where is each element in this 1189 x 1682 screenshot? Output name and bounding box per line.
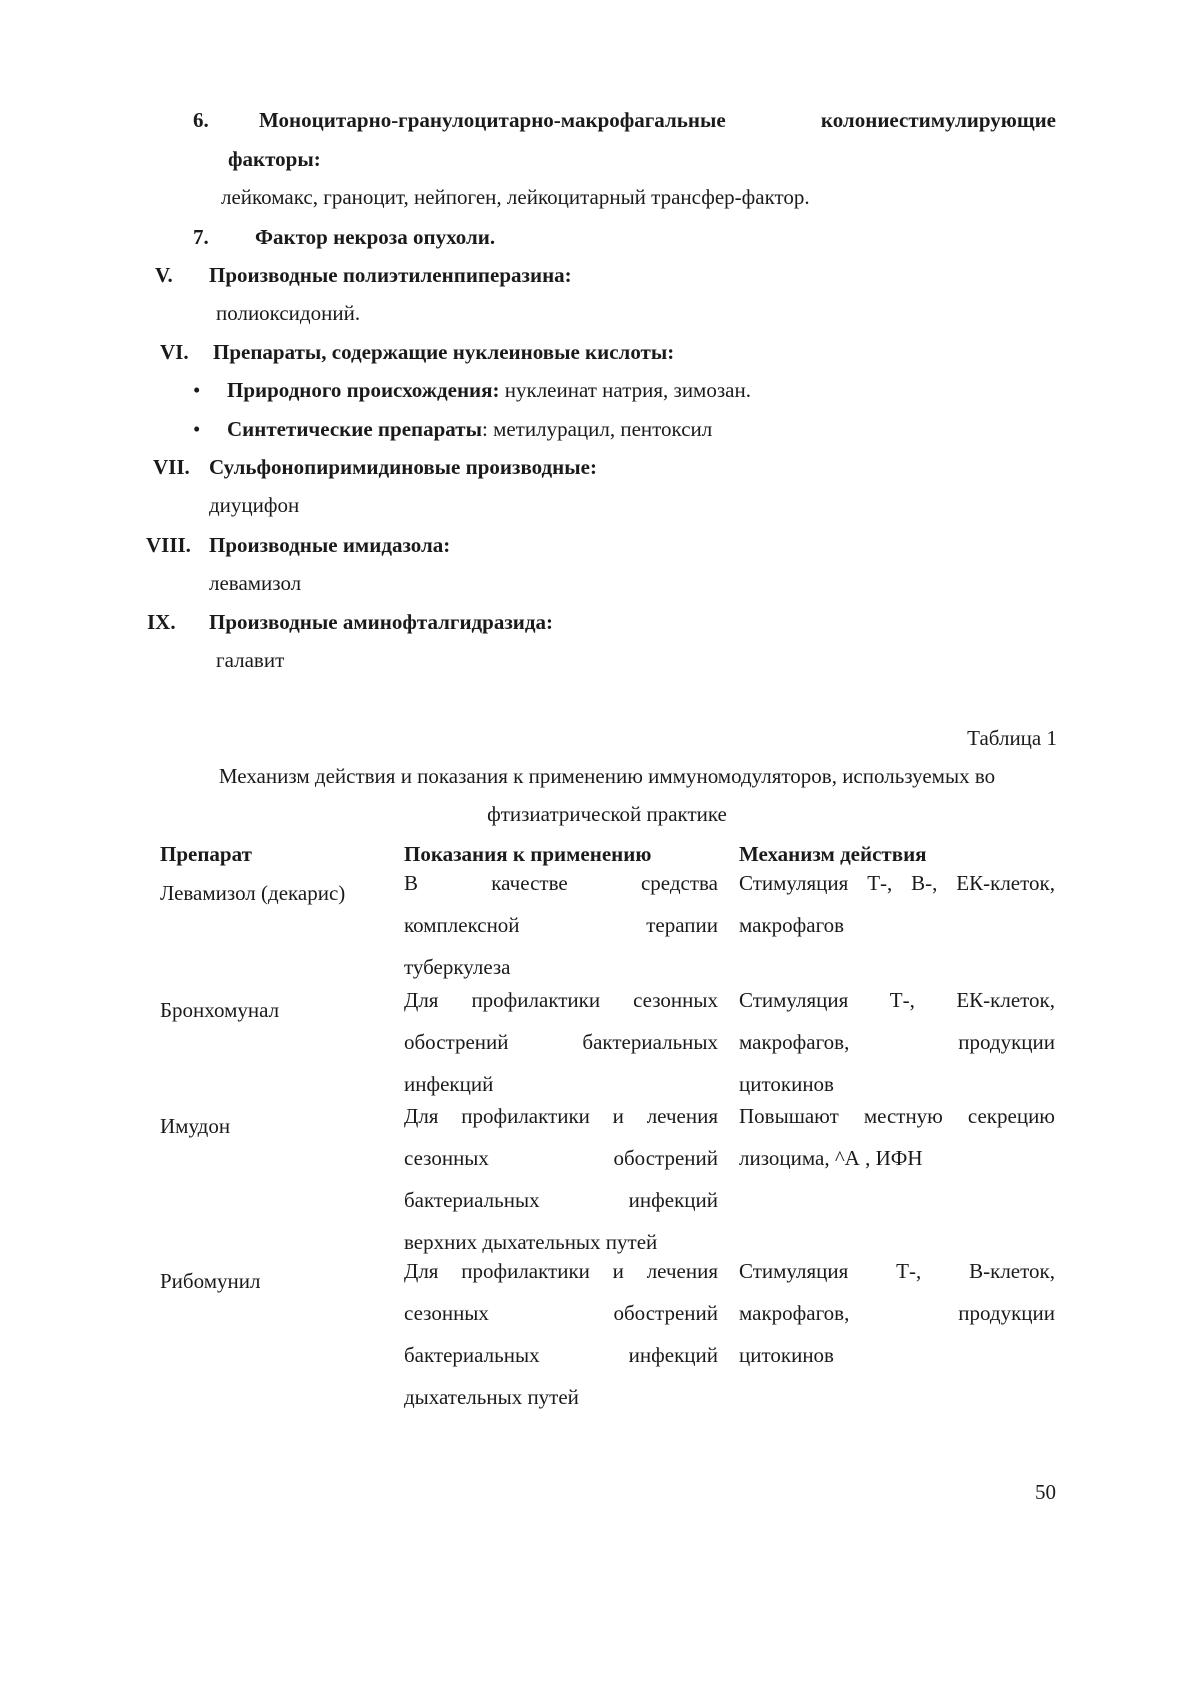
table-row-4-mechanism: Стимуляция Т-, В-клеток, макрофагов, продукции цитокинов bbox=[739, 1259, 1055, 1367]
table-header-indications: Показания к применению bbox=[404, 842, 652, 866]
item-6-title-continuation: факторы: bbox=[228, 147, 321, 171]
item-6-drugs: лейкомакс, граноцит, нейпоген, лейкоцитарный трансфер-фактор. bbox=[221, 185, 810, 209]
item-6-number: 6. bbox=[193, 108, 209, 132]
section-v-drugs: полиоксидоний. bbox=[216, 301, 361, 325]
table-row-1-drug: Левамизол (декарис) bbox=[160, 881, 346, 905]
table-row-1-indications: В качестве средства комплексной терапии туберкулеза bbox=[404, 871, 718, 979]
table-row-4-drug: Рибомунил bbox=[160, 1269, 261, 1293]
section-v-numeral: V. bbox=[155, 263, 173, 287]
table-row-2-indications: Для профилактики сезонных обострений бактериальных инфекций bbox=[404, 988, 718, 1096]
title-word: колониестимулирующие bbox=[820, 108, 1056, 132]
table-row-3-drug: Имудон bbox=[160, 1114, 231, 1138]
table-header-drug: Препарат bbox=[160, 842, 252, 866]
table-row-1-mechanism: Стимуляция Т-, В-, ЕК-клеток, макрофагов bbox=[739, 871, 1055, 937]
table-label: Таблица 1 bbox=[967, 726, 1057, 750]
bullet-text: нуклеинат натрия, зимозан. bbox=[499, 378, 751, 402]
table-row-2-drug: Бронхомунал bbox=[160, 998, 280, 1022]
table-row-4-indications: Для профилактики и лечения сезонных обострений бактериальных инфекций дыхательных путей bbox=[404, 1259, 718, 1409]
table-caption-line-1: Механизм действия и показания к применению иммуномодуляторов, используемых во bbox=[218, 764, 996, 788]
section-ix-drugs: галавит bbox=[216, 648, 285, 672]
item-7-number: 7. bbox=[193, 225, 209, 249]
item-7-title: Фактор некроза опухоли. bbox=[255, 225, 496, 249]
section-viii-title: Производные имидазола: bbox=[209, 533, 451, 557]
bullet-text: : метилурацил, пентоксил bbox=[481, 417, 713, 441]
section-v-title: Производные полиэтиленпиперазина: bbox=[209, 263, 572, 287]
section-viii-numeral: VIII. bbox=[146, 533, 191, 557]
bullet-natural bbox=[227, 378, 751, 403]
bullet-label: Природного происхождения: bbox=[227, 378, 500, 402]
section-vii-numeral: VII. bbox=[153, 455, 190, 479]
table-row-2-mechanism: Стимуляция Т-, ЕК-клеток, макрофагов, продукции цитокинов bbox=[739, 988, 1055, 1096]
page-number: 50 bbox=[1035, 1480, 1056, 1504]
section-vi-numeral: VI. bbox=[160, 340, 189, 364]
bullet-synthetic bbox=[227, 417, 712, 442]
table-caption-line-2: фтизиатрической практике bbox=[487, 802, 727, 826]
table-header-mechanism: Механизм действия bbox=[739, 842, 927, 866]
bullet-marker: • bbox=[193, 378, 201, 402]
section-vi-title: Препараты, содержащие нуклеиновые кислоты: bbox=[213, 340, 675, 364]
section-ix-numeral: IX. bbox=[147, 610, 176, 634]
bullet-marker: • bbox=[193, 417, 201, 441]
section-viii-drugs: левамизол bbox=[209, 571, 302, 595]
title-word: Моноцитарно-гранулоцитарно-макрофагальные bbox=[259, 108, 726, 132]
section-ix-title: Производные аминофталгидразида: bbox=[209, 610, 553, 634]
bullet-label: Синтетические препараты bbox=[227, 417, 482, 441]
item-6-title bbox=[259, 108, 1056, 133]
section-vii-title: Сульфонопиримидиновые производные: bbox=[209, 455, 597, 479]
table-row-3-indications: Для профилактики и лечения сезонных обострений бактериальных инфекций верхних дыхательных путей bbox=[404, 1104, 718, 1254]
section-vii-drugs: диуцифон bbox=[209, 493, 300, 517]
table-row-3-mechanism: Повышают местную секрецию лизоцима, ^А , ИФН bbox=[739, 1104, 1055, 1170]
